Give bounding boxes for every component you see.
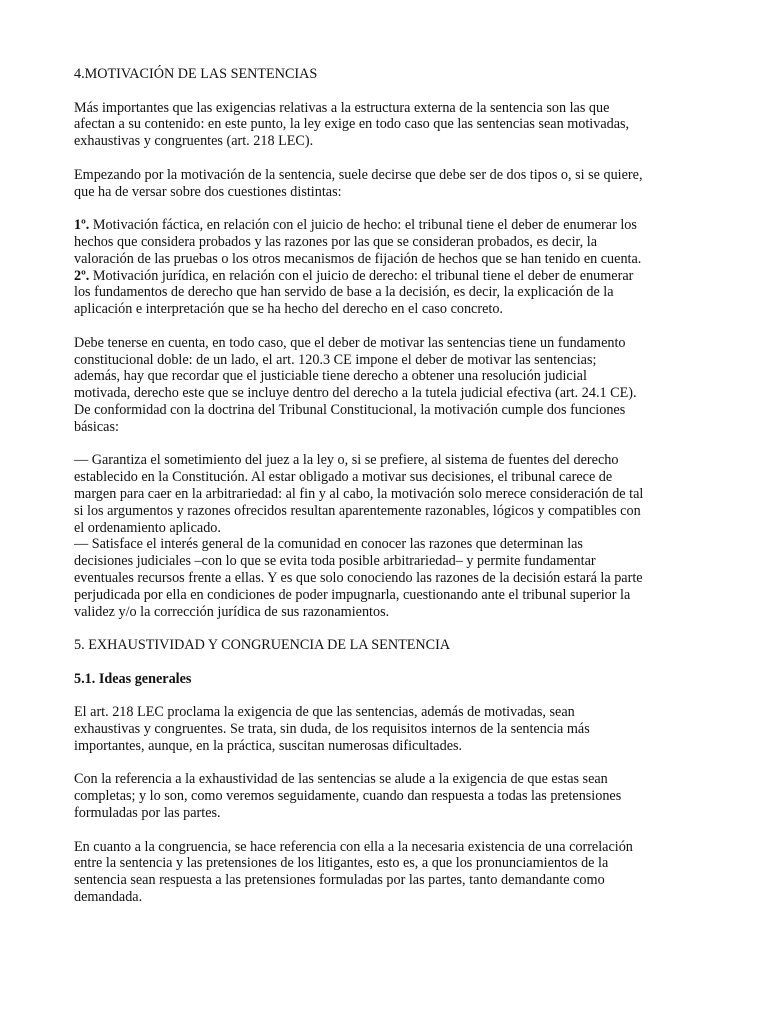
subsection-5-1-heading: 5.1. Ideas generales	[74, 670, 192, 687]
item-number: 2º.	[74, 267, 90, 284]
paragraph-motivacion-tipos: Empezando por la motivación de la sentencia, suele decirse que debe ser de dos tipos o, si se quiere, que ha de versar sobre dos cuestiones distintas:	[74, 166, 643, 200]
paragraph-exhaustividad: Con la referencia a la exhaustividad de las sentencias se alude a la exigencia de que estas sean completas; y lo son, como veremos seguidamente, cuando dan respuesta a todas las pretensiones formuladas por las partes.	[74, 771, 622, 822]
section-4-heading: 4.MOTIVACIÓN DE LAS SENTENCIAS	[74, 66, 318, 82]
paragraph-art-218: El art. 218 LEC proclama la exigencia de que las sentencias, además de motivadas, sean exhaustivas y congruentes. Se trata, sin duda, de los requisitos internos de la sentencia más importantes, aunque, en la práctica, suscitan numerosas dificultades.	[74, 704, 590, 754]
paragraph-motivacion-intro: Más importantes que las exigencias relativas a la estructura externa de la sentencia son las que afectan a su contenido: en este punto, la ley exige en todo caso que las sentencias sean motivadas, exhaustivas y congruentes (art. 218 LEC).	[74, 99, 630, 150]
list-item-motivacion-factica: 1º. Motivación fáctica, en relación con el juicio de hecho: el tribunal tiene el deber de enumerar los hechos que considera probados y las razones por las que se consideran probados, es decir, la valoración de las pruebas o los otros mecanismos de fijación de hechos que se han tenido en cuenta.	[74, 217, 642, 267]
dash-item-interes-general: — Satisface el interés general de la comunidad en conocer las razones que determinan las decisiones judiciales –con lo que se evita toda posible arbitrariedad– y permite fundamentar eventuales recursos frente a ellas. Y es que solo conociendo las razones de la decisión estará la parte perjudicada por ella en condiciones de poder impugnarla, cuestionando ante el tribunal superior la validez y/o la corrección jurídica de sus razonamientos.	[74, 536, 643, 620]
section-5-heading: 5. EXHAUSTIVIDAD Y CONGRUENCIA DE LA SENTENCIA	[74, 637, 451, 654]
paragraph-fundamento-constitucional: Debe tenerse en cuenta, en todo caso, que el deber de motivar las sentencias tiene un fundamento constitucional doble: de un lado, el art. 120.3 CE impone el deber de motivar las sentencias; además, hay que recordar que el justiciable tiene derecho a obtener una resolución judicial motivada, derecho este que se incluye dentro del derecho a la tutela judicial efectiva (art. 24.1 CE). De conformidad con la doctrina del Tribunal Constitucional, la motivación cumple dos funciones básicas:	[74, 334, 637, 435]
dash-item-sometimiento: — Garantiza el sometimiento del juez a la ley o, si se prefiere, al sistema de fuentes del derecho establecido en la Constitución. Al estar obligado a motivar sus decisiones, el tribunal carece de margen para caer en la arbitrariedad: al fin y al cabo, la motivación solo merece consideración de tal si los argumentos y razones ofrecidos resultan aparentemente razonables, lógicos y compatibles con el ordenamiento aplicado.	[74, 452, 644, 536]
item-number: 1º.	[74, 217, 90, 234]
document-page	[74, 66, 704, 923]
list-item-motivacion-juridica: 2º. Motivación jurídica, en relación con el juicio de derecho: el tribunal tiene el deber de enumerar los fundamentos de derecho que han servido de base a la decisión, es decir, la explicación de la aplicación e interpretación que se ha hecho del derecho en el caso concreto.	[74, 267, 634, 318]
paragraph-congruencia: En cuanto a la congruencia, se hace referencia con ella a la necesaria existencia de una correlación entre la sentencia y las pretensiones de los litigantes, esto es, a que los pronunciamientos de la sentencia sean respuesta a las pretensiones formuladas por las partes, tanto demandante como demandada.	[74, 838, 633, 906]
